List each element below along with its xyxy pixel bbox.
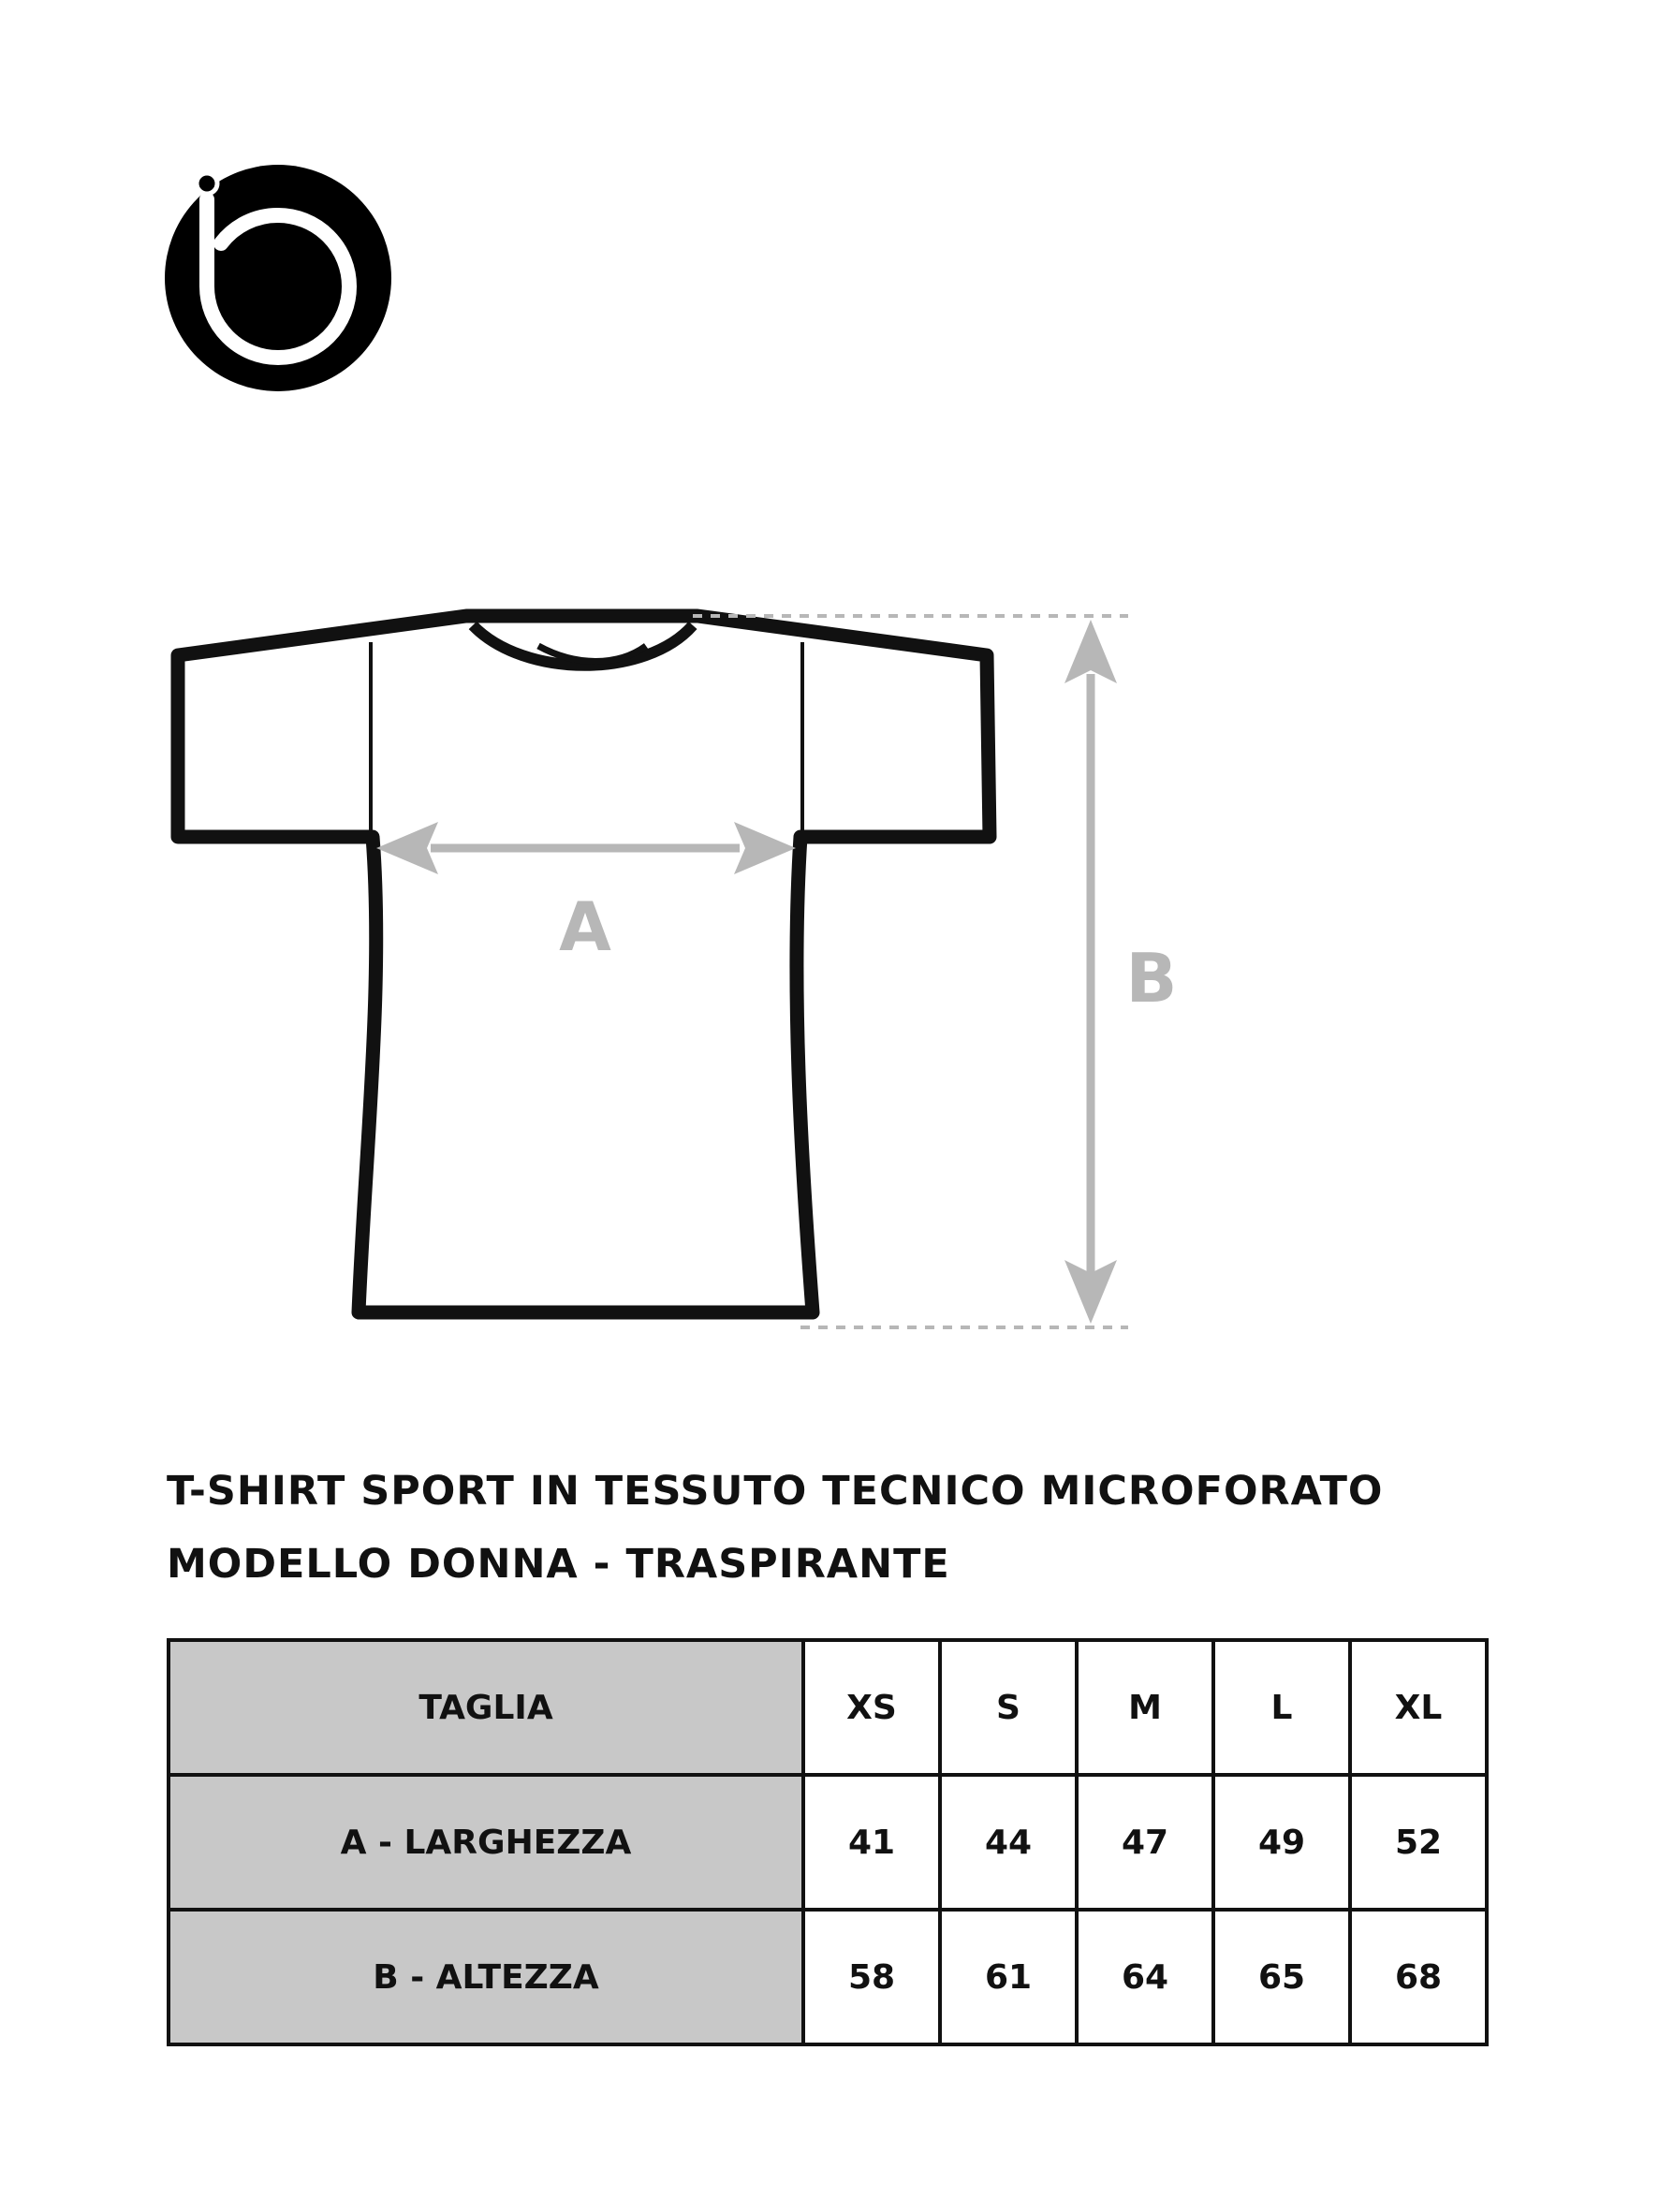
table-cell: 68 — [1350, 1910, 1487, 2044]
table-cell: 52 — [1350, 1775, 1487, 1910]
table-cell: 61 — [940, 1910, 1077, 2044]
size-l: L — [1213, 1640, 1350, 1775]
tshirt-details — [371, 625, 802, 837]
size-xl: XL — [1350, 1640, 1487, 1775]
row-label-height: B - ALTEZZA — [169, 1910, 803, 2044]
table-row-width — [169, 1775, 1487, 1910]
row-label-width: A - LARGHEZZA — [169, 1775, 803, 1910]
header-label: TAGLIA — [169, 1640, 803, 1775]
label-a: A — [559, 887, 611, 966]
table-cell: 49 — [1213, 1775, 1350, 1910]
measure-b-arrow — [693, 616, 1128, 1327]
label-b: B — [1125, 939, 1178, 1018]
table-cell: 41 — [803, 1775, 940, 1910]
table-row-header — [169, 1640, 1487, 1775]
brand-logo — [165, 165, 391, 391]
product-title-line2: MODELLO DONNA - TRASPIRANTE — [167, 1541, 950, 1588]
product-title-line1: T-SHIRT SPORT IN TESSUTO TECNICO MICROFORATO — [167, 1468, 1384, 1515]
table-cell: 64 — [1077, 1910, 1213, 2044]
table-cell: 47 — [1077, 1775, 1213, 1910]
table-cell: 44 — [940, 1775, 1077, 1910]
size-m: M — [1077, 1640, 1213, 1775]
table-cell: 65 — [1213, 1910, 1350, 2044]
size-s: S — [940, 1640, 1077, 1775]
table-row-height — [169, 1910, 1487, 2044]
size-table — [167, 1638, 1489, 2046]
tshirt-diagram — [0, 562, 1659, 1367]
table-cell: 58 — [803, 1910, 940, 2044]
measure-a-arrow — [376, 822, 796, 874]
size-xs: XS — [803, 1640, 940, 1775]
